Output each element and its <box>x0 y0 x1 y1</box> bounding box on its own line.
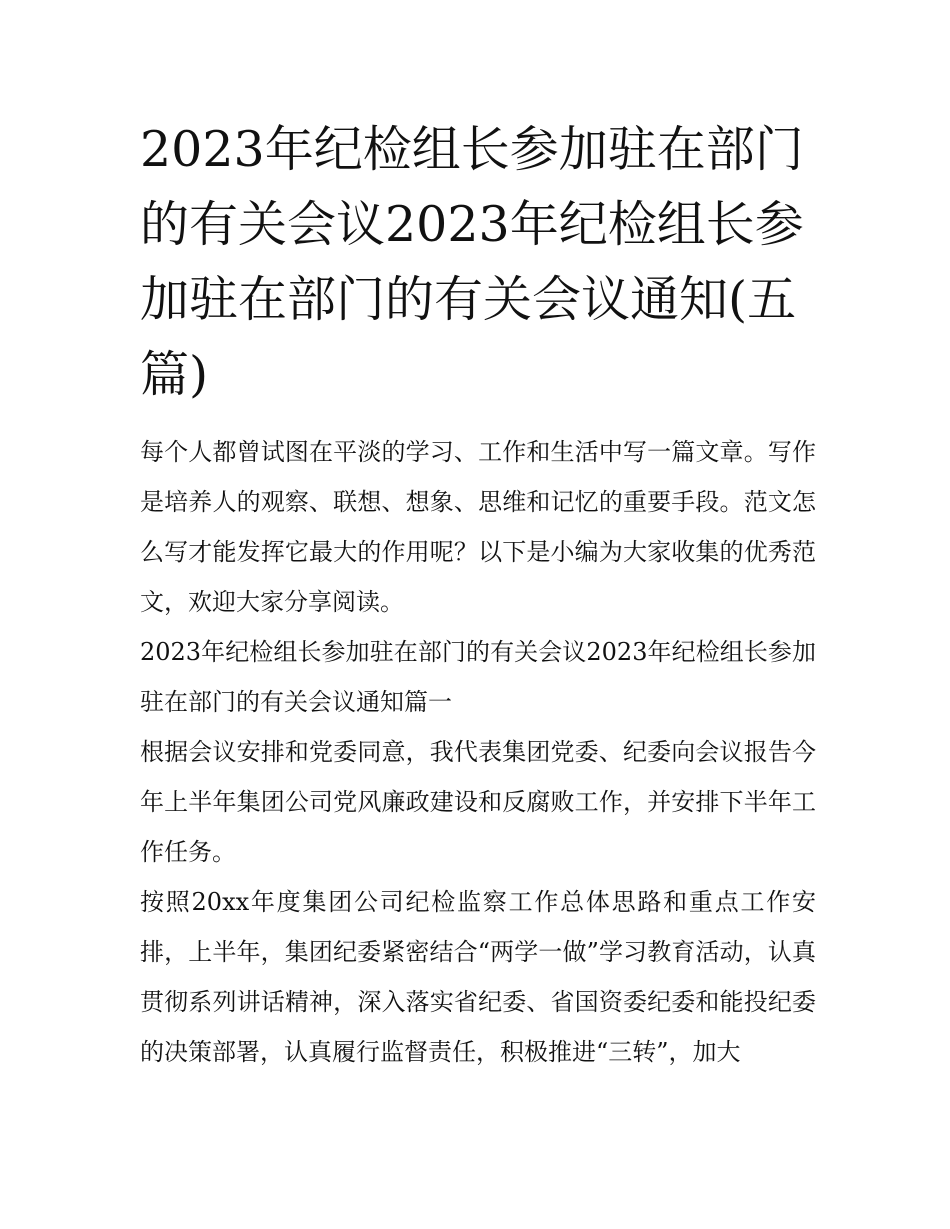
document-body <box>140 427 816 1077</box>
section-heading: 2023年纪检组长参加驻在部门的有关会议2023年纪检组长参加驻在部门的有关会议通知篇一 <box>140 638 816 716</box>
document-title: 2023年纪检组长参加驻在部门的有关会议2023年纪检组长参加驻在部门的有关会议通知(五篇) <box>140 121 804 403</box>
body-paragraph: 根据会议安排和党委同意，我代表集团党委、纪委向会议报告今年上半年集团公司党风廉政建设和反腐败工作，并安排下半年工作任务。 <box>140 738 816 866</box>
body-paragraph: 按照20xx年度集团公司纪检监察工作总体思路和重点工作安排，上半年，集团纪委紧密结合“两学一做”学习教育活动，认真贯彻系列讲话精神，深入落实省纪委、省国资委纪委和能投纪委的决策部署，认真履行监督责任，积极推进“三转”，加大 <box>140 888 816 1066</box>
document-content <box>140 112 816 1077</box>
intro-paragraph: 每个人都曾试图在平淡的学习、工作和生活中写一篇文章。写作是培养人的观察、联想、想象、思维和记忆的重要手段。范文怎么写才能发挥它最大的作用呢？以下是小编为大家收集的优秀范文，欢迎大家分享阅读。 <box>140 438 816 616</box>
